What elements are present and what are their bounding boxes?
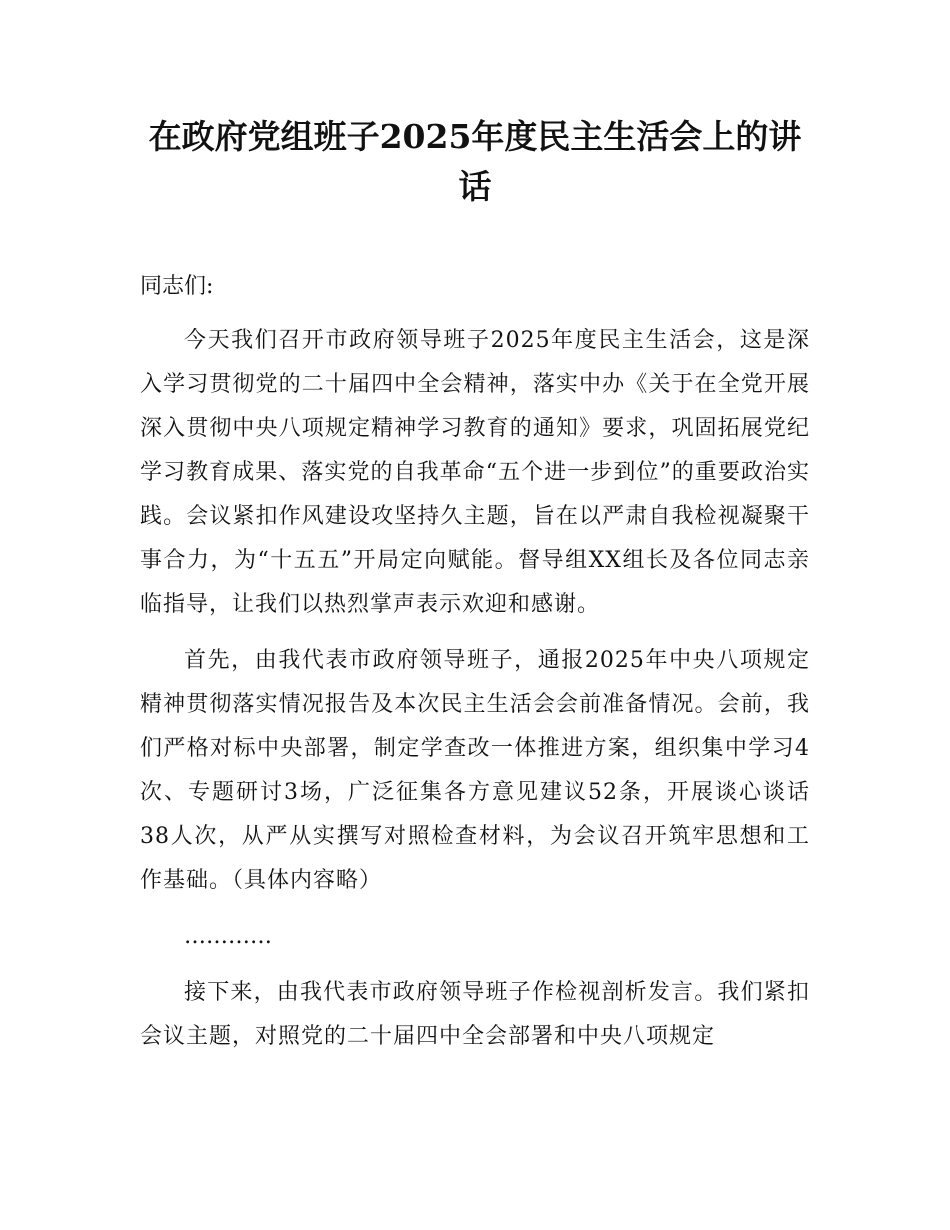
document-title: 在政府党组班子2025年度民主生活会上的讲话 xyxy=(148,117,802,206)
paragraph-opening: 今天我们召开市政府领导班子2025年度民主生活会，这是深入学习贯彻党的二十届四中全会精神，落实中办《关于在全党开展深入贯彻中央八项规定精神学习教育的通知》要求，巩固拓展党纪学习教育成果、落实党的自我革命“五个进一步到位”的重要政治实践。会议紧扣作风建设攻坚持久主题，旨在以严肃自我检视凝聚干事合力，为“十五五”开局定向赋能。督导组XX组长及各位同志亲临指导，让我们以热烈掌声表示欢迎和感谢。 xyxy=(140,328,810,617)
paragraph-report: 首先，由我代表市政府领导班子，通报2025年中央八项规定精神贯彻落实情况报告及本次民主生活会会前准备情况。会前，我们严格对标中央部署，制定学查改一体推进方案，组织集中学习4次、专题研讨3场，广泛征集各方意见建议52条，开展谈心谈话38人次，从严从实撰写对照检查材料，为会议召开筑牢思想和工作基础。（具体内容略） xyxy=(140,648,810,893)
paragraph-analysis: 接下来，由我代表市政府领导班子作检视剖析发言。我们紧扣会议主题，对照党的二十届四中全会部署和中央八项规定 xyxy=(140,980,810,1049)
document-body xyxy=(140,265,810,1071)
salutation: 同志们: xyxy=(140,274,214,299)
ellipsis-omission: ………… xyxy=(184,924,272,949)
